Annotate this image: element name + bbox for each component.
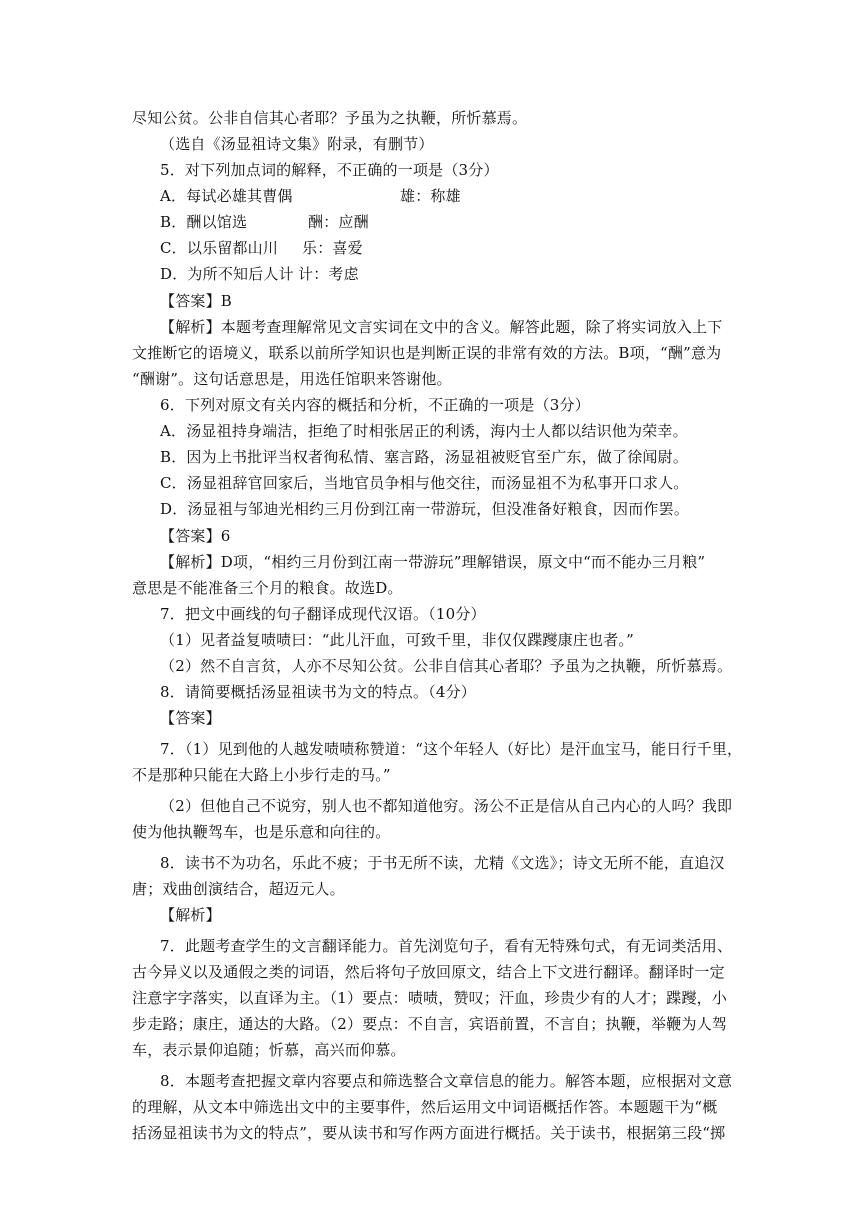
- answer-5: 【答案】B: [160, 292, 233, 310]
- option-c: C．以乐留都山川: [160, 239, 279, 257]
- option-c: C．汤显祖辞官回家后，当地官员争相与他交往，而汤显祖不为私事开口求人。: [160, 474, 689, 492]
- answer-7-2: （2）但他自己不说穷，别人也不都知道他穷。汤公不正是信从自己内心的人吗？我即: [160, 797, 733, 815]
- text-line: 文推断它的语境义，联系以前所学知识也是判断正误的非常有效的方法。B项，“酬”意为: [132, 344, 722, 362]
- text-line: “酬谢”。这句话意思是，用选任馆职来答谢他。: [132, 370, 452, 388]
- option-d-gloss: 计：考虑: [298, 265, 359, 283]
- text-line: 的理解，从文本中筛选出文中的主要事件，然后运用文中词语概括作答。本题题干为“概: [132, 1098, 718, 1116]
- option-b: B．因为上书批评当权者徇私情、塞言路，汤显祖被贬官至广东，做了徐闻尉。: [160, 448, 689, 466]
- analysis-7: 7．此题考查学生的文言翻译能力。首先浏览句子，看有无特殊句式，有无词类活用、: [160, 937, 733, 955]
- option-b: B．酬以馆选: [160, 213, 248, 231]
- option-b-gloss: 酬：应酬: [308, 213, 369, 231]
- text-line: 尽知公贫。公非自信其心者耶？予虽为之执鞭，所忻慕焉。: [132, 109, 528, 127]
- option-d: D．为所不知后人计: [160, 265, 294, 283]
- analysis-heading: 【解析】: [160, 906, 221, 924]
- option-a: A．每试必雄其曹偶: [160, 187, 293, 205]
- text-line: 不是那种只能在大路上小步行走的马。”: [132, 766, 391, 784]
- analysis-8: 8．本题考查把握文章内容要点和筛选整合文章信息的能力。解答本题，应根据对文意: [160, 1072, 733, 1090]
- analysis-6: 【解析】D项，“相约三月份到江南一带游玩”理解错误，原文中“而不能办三月粮”: [160, 553, 706, 571]
- option-a-gloss: 雄：称雄: [400, 187, 461, 205]
- analysis-5: 【解析】本题考查理解常见文言实词在文中的含义。解答此题，除了将实词放入上下: [160, 318, 723, 336]
- text-line: 步走路；康庄，通达的大路。（2）要点：不自言，宾语前置，不言自；执鞭，举鞭为人驾: [132, 1015, 728, 1033]
- question-5: 5．对下列加点词的解释，不正确的一项是（3分）: [160, 161, 499, 179]
- answer-heading: 【答案】: [160, 709, 221, 727]
- option-d-row: [0, 261, 860, 287]
- question-8: 8．请简要概括汤显祖读书为文的特点。（4分）: [160, 683, 476, 701]
- option-a-row: [0, 183, 860, 209]
- option-d: D．汤显祖与邹迪光相约三月份到江南一带游玩，但没准备好粮食，因而作罢。: [160, 500, 690, 518]
- text-line: 唐；戏曲创演结合，超迈元人。: [132, 880, 345, 898]
- text-line: 注意字字落实，以直译为主。（1）要点：啧啧，赞叹；汗血，珍贵少有的人才；蹀躞，小: [132, 989, 728, 1007]
- answer-8: 8．读书不为功名，乐此不疲；于书无所不读，尤精《文选》；诗文无所不能，直追汉: [160, 854, 725, 872]
- sentence-1: （1）见者益复啧啧曰：“此儿汗血，可致千里，非仅仅蹀躞康庄也者。”: [160, 631, 634, 649]
- text-line: 括汤显祖读书为文的特点”，要从读书和写作两方面进行概括。关于读书，根据第三段“掷: [132, 1124, 726, 1142]
- answer-7-1: 7．（1）见到他的人越发啧啧称赞道：“这个年轻人（好比）是汗血宝马，能日行千里，: [160, 740, 743, 758]
- option-c-gloss: 乐：喜爱: [302, 239, 363, 257]
- source-note: （选自《汤显祖诗文集》附录，有删节）: [160, 135, 434, 153]
- sentence-2: （2）然不自言贫，人亦不尽知公贫。公非自信其心者耶？予虽为之执鞭，所忻慕焉。: [160, 657, 733, 675]
- text-line: 意思是不能准备三个月的粮食。故选D。: [132, 579, 403, 597]
- text-line: 古今异义以及通假之类的词语，然后将句子放回原文，结合上下文进行翻译。翻译时一定: [132, 963, 725, 981]
- text-line: 使为他执鞭驾车，也是乐意和向往的。: [132, 823, 391, 841]
- option-b-row: [0, 209, 860, 235]
- question-7: 7．把文中画线的句子翻译成现代汉语。（10分）: [160, 605, 486, 623]
- option-a: A．汤显祖持身端洁，拒绝了时相张居正的利诱，海内士人都以结识他为荣幸。: [160, 422, 688, 440]
- answer-6: 【答案】6: [160, 527, 231, 545]
- text-line: 车，表示景仰追随；忻慕，高兴而仰慕。: [132, 1041, 406, 1059]
- question-6: 6．下列对原文有关内容的概括和分析，不正确的一项是（3分）: [160, 396, 590, 414]
- option-c-row: [0, 235, 860, 261]
